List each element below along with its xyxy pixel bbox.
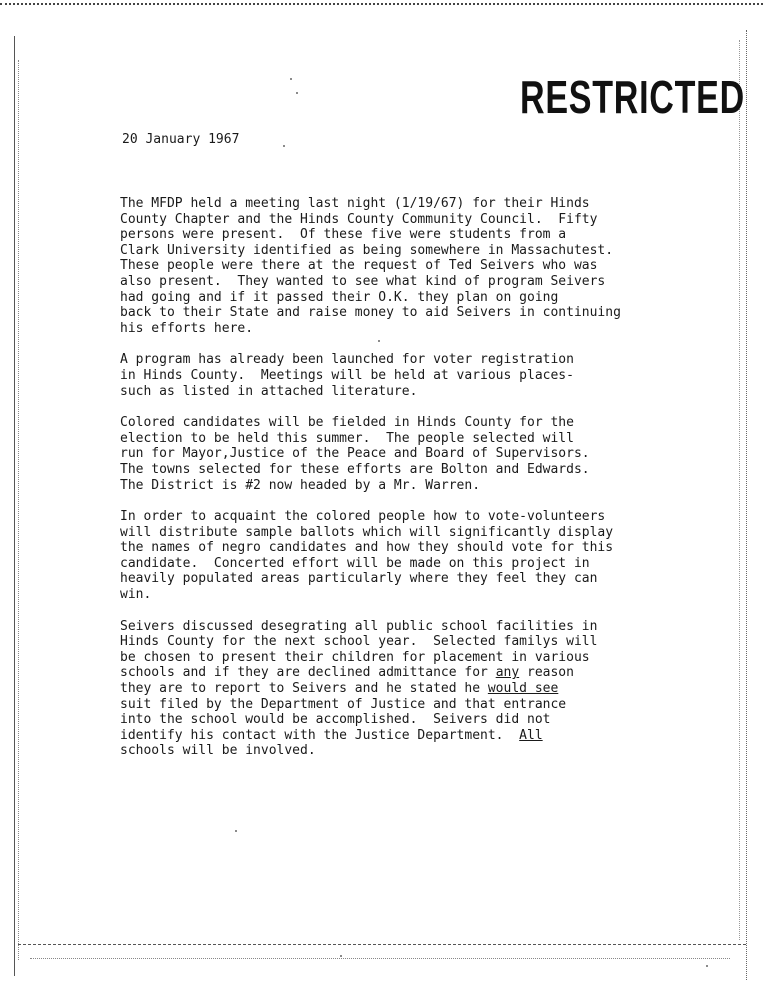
- text-line: Colored candidates will be fielded in Hinds County for the: [120, 415, 574, 431]
- text-line: These people were there at the request of Ted Seivers who was: [120, 258, 598, 274]
- right-edge-artifact: [746, 30, 747, 980]
- text-segment: schools and if they are declined admittance for: [120, 665, 496, 681]
- text-line: heavily populated areas particularly where they feel they can: [120, 571, 598, 587]
- scan-speck: [290, 78, 292, 80]
- text-line: Hinds County for the next school year. Selected familys will: [120, 634, 598, 650]
- text-line: the names of negro candidates and how they should vote for this: [120, 540, 614, 556]
- text-line: candidate. Concerted effort will be made on this project in: [120, 555, 590, 571]
- text-line: County Chapter and the Hinds County Community Council. Fifty: [120, 211, 598, 227]
- paragraph-candidates: [120, 415, 680, 493]
- text-line: The towns selected for these efforts are Bolton and Edwards.: [120, 461, 590, 477]
- text-line: also present. They wanted to see what kind of program Seivers: [120, 273, 606, 289]
- text-line: Clark University identified as being somewhere in Massachutest.: [120, 242, 614, 258]
- text-line: persons were present. Of these five were students from a: [120, 227, 567, 243]
- scan-speck: [340, 955, 342, 957]
- text-line: into the school would be accomplished. Seivers did not: [120, 712, 551, 728]
- text-line: had going and if it passed their O.K. they plan on going: [120, 289, 559, 305]
- paragraph-meeting: [120, 196, 680, 336]
- scan-speck: [296, 92, 298, 94]
- text-line: The District is #2 now headed by a Mr. Warren.: [120, 477, 481, 493]
- underlined-word: any: [495, 665, 520, 681]
- text-line-underlined: [120, 665, 680, 681]
- underlined-phrase: would see: [487, 681, 559, 697]
- text-line: A program has already been launched for voter registration: [120, 352, 574, 368]
- text-line: back to their State and raise money to aid Seivers in continuing: [120, 305, 621, 321]
- bottom-edge-artifact-lower: [30, 958, 730, 959]
- document-date: 20 January 1967: [122, 132, 240, 147]
- text-line: Seivers discussed desegrating all public school facilities in: [120, 618, 598, 634]
- text-line: run for Mayor,Justice of the Peace and Board of Supervisors.: [120, 446, 590, 462]
- text-line: will distribute sample ballots which will significantly display: [120, 524, 614, 540]
- left-edge-artifact-inner: [18, 60, 19, 960]
- restricted-stamp: RESTRICTED: [520, 71, 745, 123]
- text-segment: identify his contact with the Justice Department.: [120, 727, 520, 743]
- text-line: The MFDP held a meeting last night (1/19/67) for their Hinds: [120, 196, 590, 211]
- paragraph-sample-ballots: [120, 509, 680, 603]
- text-line: in Hinds County. Meetings will be held at various places-: [120, 367, 574, 383]
- text-line: win.: [120, 587, 152, 603]
- paragraph-voter-registration: [120, 352, 680, 399]
- text-line-underlined: [120, 681, 680, 697]
- text-line: such as listed in attached literature.: [120, 383, 418, 399]
- paragraph-desegregation: [120, 619, 680, 759]
- text-line: be chosen to present their children for placement in various: [120, 649, 590, 665]
- underlined-word: All: [519, 727, 543, 743]
- top-edge-artifact: [0, 3, 763, 5]
- text-segment: reason: [519, 665, 574, 681]
- memo-body: [120, 196, 680, 775]
- text-line: In order to acquaint the colored people how to vote-volunteers: [120, 509, 606, 525]
- text-line: schools will be involved.: [120, 743, 316, 759]
- right-edge-artifact-inner: [739, 40, 740, 940]
- text-segment: they are to report to Seivers and he stated he: [120, 681, 488, 697]
- scan-speck: [235, 830, 237, 832]
- text-line: suit filed by the Department of Justice and that entrance: [120, 696, 567, 712]
- left-edge-artifact: [14, 36, 15, 976]
- text-line: election to be held this summer. The people selected will: [120, 430, 574, 446]
- scan-speck: [283, 145, 285, 147]
- scan-speck: [706, 965, 708, 967]
- bottom-edge-artifact: [18, 944, 746, 945]
- text-line: his efforts here.: [120, 320, 254, 336]
- text-line-underlined: [120, 728, 680, 744]
